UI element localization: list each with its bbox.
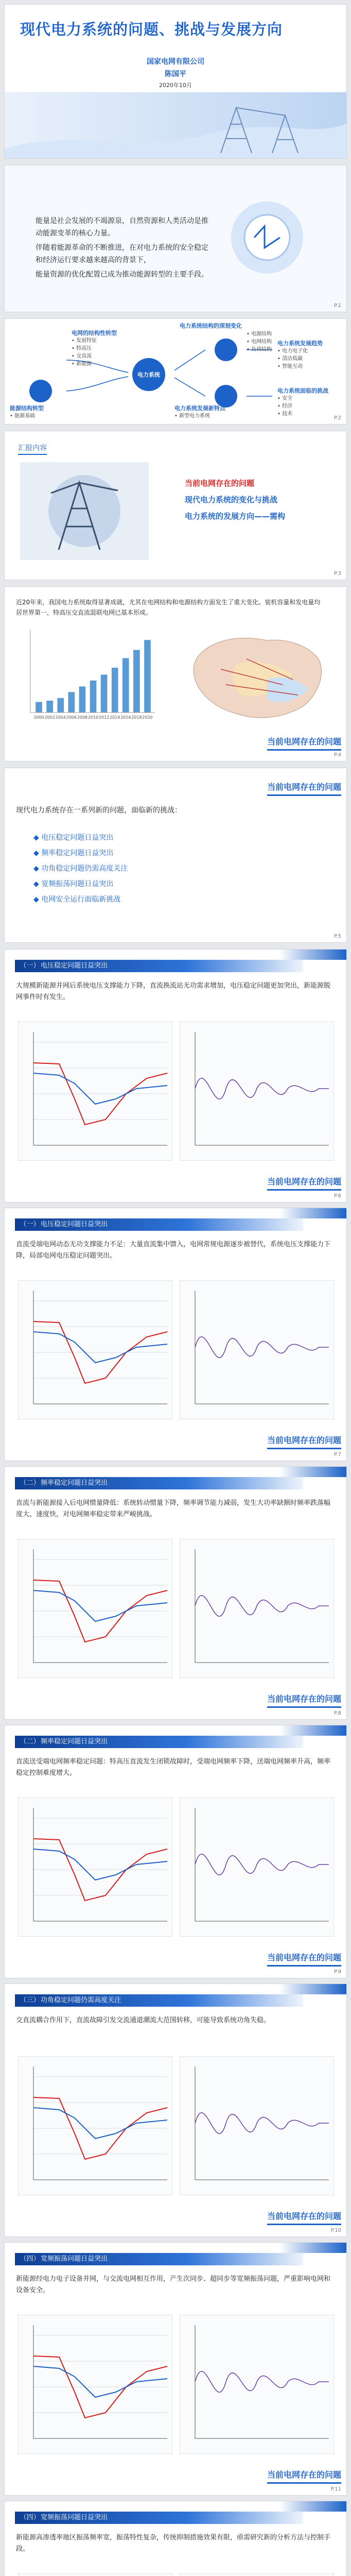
section-number: （四） xyxy=(20,2255,40,2263)
issue-slide xyxy=(4,949,347,1202)
flow-node-energy xyxy=(10,404,66,420)
section-heading-bar xyxy=(15,1477,303,1489)
chart-bar xyxy=(57,698,64,713)
slide-body-text: 直流受端电网动态无功支撑能力不足：大量直流集中馈入，电网常规电源逐步被替代，系统电压支撑能力下降，局部电网电压稳定问题突出。 xyxy=(16,1241,331,1260)
chart-bar xyxy=(144,640,151,713)
section-heading-bar xyxy=(15,1994,303,2007)
section-heading: 电压稳定问题日益突出 xyxy=(41,962,108,970)
slide-body-text: 交直流耦合作用下，直流故障引发交流通道潮流大范围转移，可能导致系统功角失稳。 xyxy=(16,2016,271,2024)
chart-tick-label: 2012 xyxy=(98,715,110,720)
chart-bars xyxy=(33,640,152,720)
page-number: P.6 xyxy=(334,1193,341,1199)
section-number: （四） xyxy=(20,2514,40,2521)
flow-node-structure xyxy=(72,329,128,368)
page-number: P.7 xyxy=(334,1452,341,1458)
china-grid-map xyxy=(180,623,334,726)
figure-right xyxy=(180,1798,334,1937)
figure-right xyxy=(180,1280,334,1419)
slide-body-text: 直流与新能源接入后电网惯量降低：系统转动惯量下降，频率调节能力减弱，发生大功率缺额时频率跌落幅度大、速度快，对电网频率稳定带来严峻挑战。 xyxy=(16,1499,331,1518)
cover-author: 陈国平 xyxy=(165,70,186,78)
section-tag: 当前电网存在的问题 xyxy=(267,2210,341,2225)
chart-bar xyxy=(46,701,53,713)
section-tag: 当前电网存在的问题 xyxy=(267,735,341,751)
flow-node-item: • 电网结构 xyxy=(247,339,272,345)
page-number: P.3 xyxy=(334,571,341,577)
agenda-slide xyxy=(4,431,347,580)
chart-bar xyxy=(68,692,75,713)
preface-slide xyxy=(4,165,347,312)
flow-node-item: • 智能互动 xyxy=(277,364,303,369)
chart-bar xyxy=(90,681,97,713)
flow-center: 电力系统 xyxy=(137,371,160,378)
flow-node-features xyxy=(174,404,247,420)
agenda-label: 汇报内容 xyxy=(18,443,47,455)
figure-left xyxy=(18,2056,172,2195)
issue-slide xyxy=(4,1466,347,1720)
section-number: （三） xyxy=(20,1996,40,2004)
issue-item: ◆ 频率稳定问题日益突出 xyxy=(33,845,128,861)
flow-node-item: • 技术 xyxy=(277,411,293,417)
chart-bar xyxy=(112,668,118,713)
cover-slide xyxy=(4,4,347,159)
flow-node-heading: 能源结构转型 xyxy=(10,405,44,412)
preface-text-2: 伴随着能源革命的不断推进，在对电力系统的安全稳定和经济运行要求越来越高的背景下， xyxy=(36,244,208,264)
corner-accent xyxy=(279,950,346,960)
chart-tick-label: 2006 xyxy=(66,715,77,720)
chart-bar xyxy=(101,674,108,713)
cover-art xyxy=(5,92,347,159)
cover-org: 国家电网有限公司 xyxy=(147,58,204,66)
figure-left xyxy=(18,2573,172,2576)
section-heading: 频率稳定问题日益突出 xyxy=(41,1479,108,1487)
section-heading: 功角稳定问题仍需高度关注 xyxy=(41,1996,121,2004)
section-tag: 当前电网存在的问题 xyxy=(267,2468,341,2484)
flow-node-item: • 发展特征 xyxy=(72,338,97,344)
section-number: （一） xyxy=(20,1221,40,1228)
figure-left xyxy=(18,2315,172,2454)
flow-node-item: • 新型电力系统 xyxy=(174,413,210,419)
corner-accent xyxy=(279,1984,346,1994)
figure-left xyxy=(18,1539,172,1678)
section-heading: 电压稳定问题日益突出 xyxy=(41,1221,108,1228)
flow-node-item: • 电源结构 xyxy=(247,331,272,337)
issues-list xyxy=(33,830,128,907)
issue-slide xyxy=(4,1725,347,1978)
figure-right xyxy=(180,1539,334,1678)
issue-slide xyxy=(4,1208,347,1461)
issue-slide xyxy=(4,1984,347,2237)
preface-text-1: 能量是社会发展的不竭源泉，自然资源和人类活动是推动能源变革的核心力量。 xyxy=(36,217,208,238)
page-number: P.4 xyxy=(334,752,341,758)
chart-tick-label: 2008 xyxy=(77,715,88,720)
flow-node-heading: 电力系统发展新特点 xyxy=(174,405,225,412)
issue-item: ◆ 功角稳定问题仍需高度关注 xyxy=(33,861,128,876)
section-number: （一） xyxy=(20,962,40,970)
page-number: P.11 xyxy=(330,2486,341,2492)
page-number: P.10 xyxy=(330,2228,341,2233)
chart-tick-label: 2004 xyxy=(55,715,66,720)
cover-title: 现代电力系统的问题、挑战与发展方向 xyxy=(20,21,283,38)
issue-item: ◆ 电压稳定问题日益突出 xyxy=(33,830,128,845)
slide-body-text: 新能源高渗透率地区振荡频率宽，振荡特性复杂，传统抑制措施效果有限，亟需研究新的分析方法与控制手段。 xyxy=(16,2534,331,2553)
chart-tick-label: 2016 xyxy=(120,715,131,720)
figure-left xyxy=(18,1280,172,1419)
flow-node-challenge xyxy=(277,387,339,418)
flow-node-item: • 安全 xyxy=(277,396,293,401)
section-heading-bar xyxy=(15,2512,303,2524)
flow-node-trend xyxy=(277,340,339,370)
corner-accent xyxy=(279,1725,346,1736)
issue-slide xyxy=(4,2242,347,2496)
figure-left xyxy=(18,1798,172,1937)
agenda-item-3[interactable]: 电力系统的发展方向——需构 xyxy=(185,512,286,521)
capacity-text: 近20年来，我国电力系统取得显著成就，尤其在电网结构和电源结构方面发生了重大变化。装机容量和发电量均居世界第一，特高压交直流混联电网已基本形成。 xyxy=(16,599,321,616)
corner-accent xyxy=(279,1208,346,1218)
flow-node-item: • 新能源 xyxy=(72,361,92,367)
flow-node-change xyxy=(180,322,252,330)
section-tag: 当前电网存在的问题 xyxy=(267,1951,341,1967)
flow-node-item: • 清洁低碳 xyxy=(277,356,303,362)
figure-right xyxy=(180,2573,334,2576)
chart-bar xyxy=(36,702,42,713)
corner-accent xyxy=(279,2243,346,2253)
flow-node-heading: 电网的结构性转型 xyxy=(72,330,117,336)
section-heading: 宽频振荡问题日益突出 xyxy=(41,2514,108,2521)
section-tag: 当前电网存在的问题 xyxy=(267,1692,341,1708)
issues-intro: 现代电力系统存在一系列新的问题，面临新的挑战： xyxy=(16,806,182,815)
flow-node-item: • 交直流 xyxy=(72,353,92,359)
issues-list-slide xyxy=(4,768,347,943)
figure-right xyxy=(180,2056,334,2195)
corner-accent xyxy=(279,1467,346,1477)
section-heading-bar xyxy=(15,1218,303,1231)
chart-tick-label: 2000 xyxy=(33,715,44,720)
section-heading: 频率稳定问题日益突出 xyxy=(41,1738,108,1745)
preface-text-3: 能量资源的优化配置已成为推动能源转型的主要手段。 xyxy=(36,270,208,279)
section-heading-bar xyxy=(15,1736,303,1748)
cover-date: 2020年10月 xyxy=(159,82,192,89)
page-number: P.1 xyxy=(334,303,341,309)
flow-node-item: • 经济 xyxy=(277,403,293,409)
issue-item: ◆ 宽频振荡问题日益突出 xyxy=(33,876,128,892)
chart-bar xyxy=(133,650,140,713)
chart-tick-label: 2010 xyxy=(87,715,99,720)
flow-node-item: • 能源基础 xyxy=(10,413,36,419)
section-heading-bar xyxy=(15,2253,303,2265)
chart-bar xyxy=(79,686,86,713)
slide-body-text: 新能源经电力电子设备并网，与交流电网相互作用，产生次同步、超同步等宽频振荡问题，严重影响电网和设备安全。 xyxy=(16,2275,331,2294)
flow-node-item: • 特高压 xyxy=(72,346,92,351)
flow-node-item: • 负荷结构 xyxy=(247,347,272,352)
agenda-item-2[interactable]: 现代电力系统的变化与挑战 xyxy=(185,495,278,504)
section-tag: 当前电网存在的问题 xyxy=(267,1175,341,1191)
section-heading: 宽频振荡问题日益突出 xyxy=(41,2255,108,2263)
section-number: （二） xyxy=(20,1479,40,1487)
issue-slide xyxy=(4,2501,347,2576)
flow-slide xyxy=(4,318,347,425)
section-tag: 当前电网存在的问题 xyxy=(267,781,341,796)
page-number: P.9 xyxy=(334,1969,341,1975)
issue-item: ◆ 电网安全运行面临新挑战 xyxy=(33,892,128,907)
flow-node-heading: 电力系统发展趋势 xyxy=(277,340,323,347)
flow-node-item: • 电力电子化 xyxy=(277,348,308,354)
page-number: P.5 xyxy=(334,934,341,939)
section-number: （二） xyxy=(20,1738,40,1745)
figure-right xyxy=(180,2315,334,2454)
page-number: P.8 xyxy=(334,1710,341,1716)
flow-node-heading: 电力系统面临的挑战 xyxy=(277,387,328,394)
capacity-slide xyxy=(4,586,347,761)
section-tag: 当前电网存在的问题 xyxy=(267,1434,341,1449)
figure-left xyxy=(18,1022,172,1161)
slide-body-text: 直流送受端电网频率稳定问题：特高压直流发生闭锁故障时，受端电网频率下降，送端电网频率升高，频率稳定控制难度增大。 xyxy=(16,1758,331,1777)
corner-accent xyxy=(279,2501,346,2512)
chart-tick-label: 2020 xyxy=(142,715,153,720)
chart-tick-label: 2014 xyxy=(110,715,120,720)
chart-bar xyxy=(122,658,129,713)
flow-node-heading: 电力系统结构的深刻变化 xyxy=(180,323,242,329)
capacity-bar-chart xyxy=(15,625,159,723)
slide-body-text: 大规模新能源并网后系统电压支撑能力下降，直流换流站无功需求增加，电压稳定问题更加突出，新能源脱网事件时有发生。 xyxy=(16,982,331,1001)
chart-tick-label: 2002 xyxy=(44,715,55,720)
figure-right xyxy=(180,1022,334,1161)
page-number: P.2 xyxy=(334,415,341,421)
agenda-item-1[interactable]: 当前电网存在的问题 xyxy=(185,479,255,488)
agenda-illustration xyxy=(20,462,149,560)
section-heading-bar xyxy=(15,960,303,972)
chart-tick-label: 2018 xyxy=(131,715,142,720)
